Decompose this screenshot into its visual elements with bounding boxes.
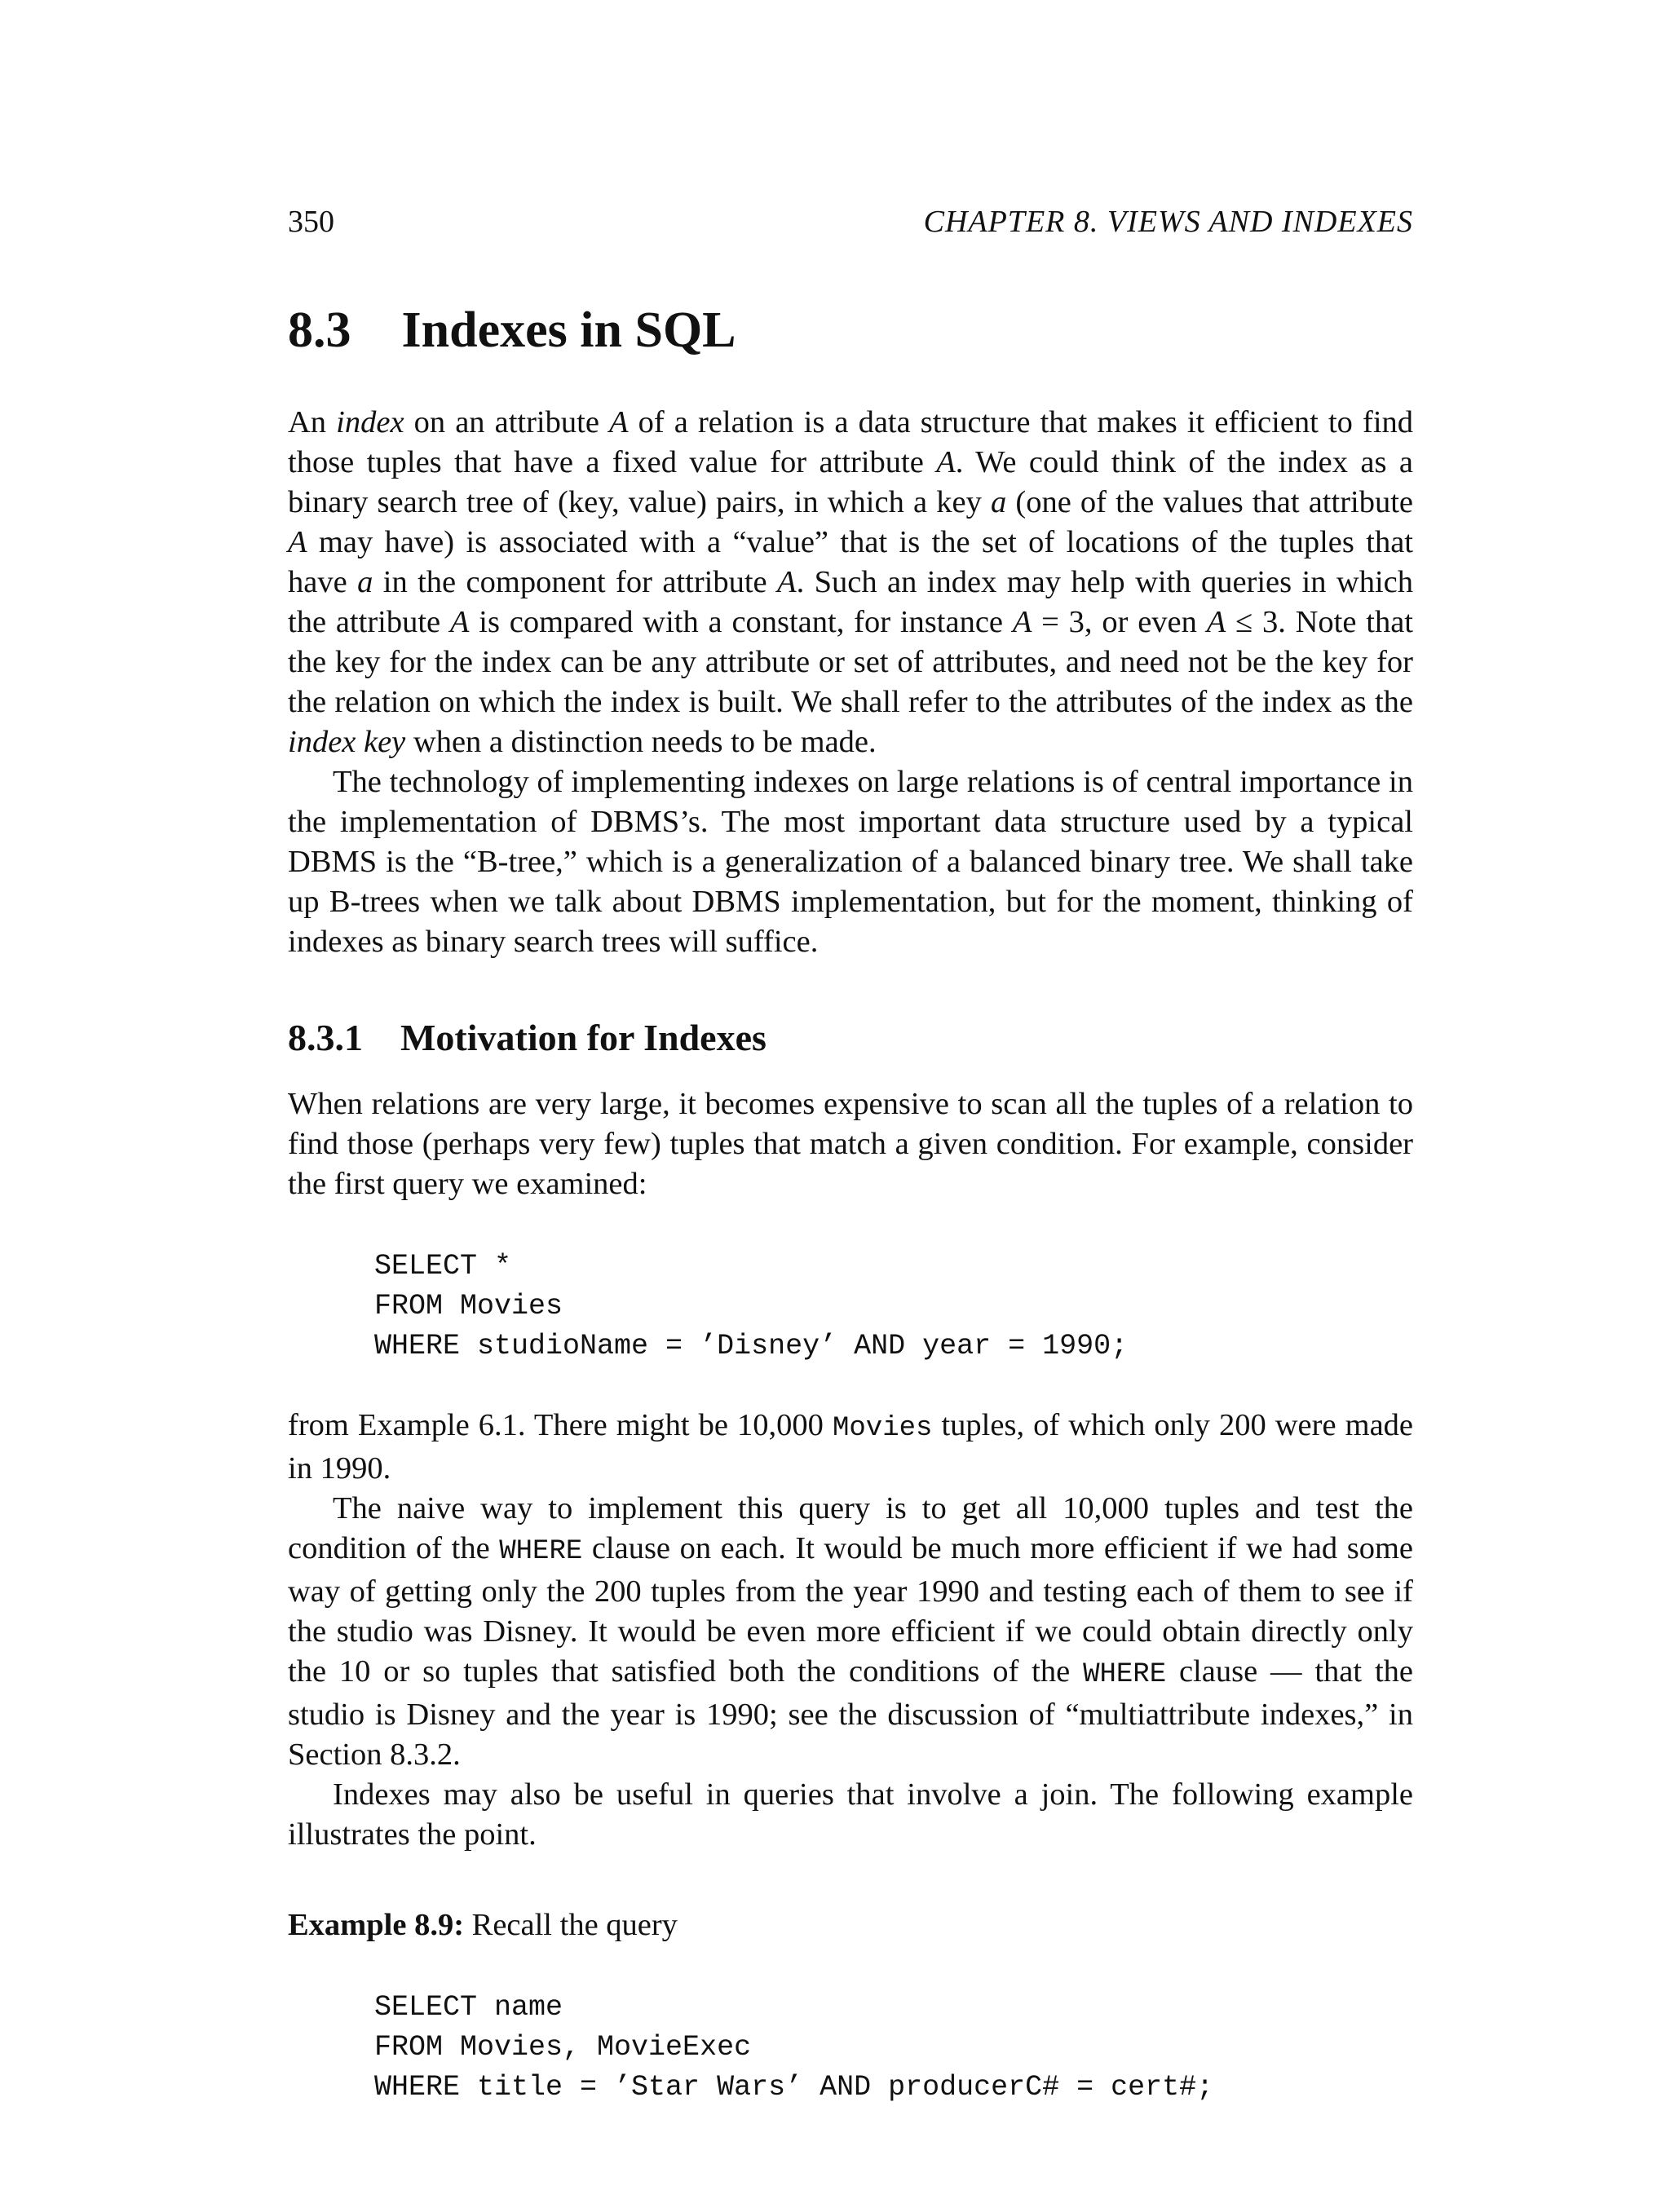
motivation-paragraph: When relations are very large, it becomes expensive to scan all the tuples of a relation to find those (perhaps very few) tuples that match a given condition. For example, consider the first query we examined:	[288, 1087, 1413, 1201]
text-span: The naive way to implement this query is to get all 10,000 tuples and test the condition of the	[288, 1491, 1413, 1565]
running-header	[288, 204, 1413, 240]
math-var: A	[1012, 605, 1032, 639]
text-span: from Example 6.1. There might be 10,000	[288, 1408, 833, 1442]
math-var: A	[609, 405, 629, 439]
chapter-title: CHAPTER 8. VIEWS AND INDEXES	[923, 205, 1413, 239]
example-ref-paragraph	[288, 1406, 1413, 1489]
term-index-key: index key	[288, 725, 406, 759]
text-span: of a relation is a data structure that makes it efficient to find those tuples that have a fixed value for attribute	[288, 405, 1414, 479]
math-var: a	[357, 565, 373, 599]
math-var: A	[1206, 605, 1226, 639]
subsection-number: 8.3.1	[288, 1017, 363, 1058]
subsection-heading	[288, 1019, 1413, 1057]
naive-paragraph	[288, 1489, 1413, 1775]
math-var: A	[936, 445, 956, 479]
inline-code: Movies	[833, 1413, 933, 1444]
math-var: a	[990, 485, 1007, 519]
document-page	[288, 196, 1413, 2147]
math-var: A	[449, 605, 470, 639]
sql-code-block-1: SELECT * FROM Movies WHERE studioName = ’Disney’ AND year = 1990;	[374, 1250, 1129, 1362]
text-span: tuples, of which only 200 were made in 1990.	[288, 1408, 1413, 1486]
text-span: on an attribute	[404, 405, 610, 439]
term-index: index	[336, 405, 404, 439]
page-number: 350	[288, 205, 334, 239]
subsection-title: Motivation for Indexes	[400, 1017, 767, 1058]
intro-paragraph	[288, 403, 1413, 762]
text-span: An	[288, 405, 337, 439]
inline-code: WHERE	[499, 1536, 583, 1567]
sql-code-block-2: SELECT name FROM Movies, MovieExec WHERE title = ’Star Wars’ AND producerC# = cert#;	[374, 1991, 1214, 2104]
text-span: may have) is associated with a “value” that is the set of locations of the tuples that have	[288, 525, 1413, 599]
section-number: 8.3	[288, 302, 351, 358]
text-span: when a distinction needs to be made.	[405, 725, 877, 759]
btree-paragraph: The technology of implementing indexes on large relations is of central importance in the implementation of DBMS’s. The most important data structure used by a typical DBMS is the “B-tree,” which is a generalization of a balanced binary tree. We shall take up B-trees when we talk about DBMS implementation, but for the moment, thinking of indexes as binary search trees will suffice.	[288, 765, 1413, 959]
text-span: clause — that the studio is Disney and the year is 1990; see the discussion of “multiattribute indexes,” in Section 8.3.2.	[288, 1654, 1413, 1772]
section-title: Indexes in SQL	[401, 302, 736, 358]
text-span: . Such an index may help with queries in which the attribute	[288, 565, 1413, 639]
text-span: is compared with a constant, for instance	[469, 605, 1013, 639]
section-heading	[288, 302, 1413, 358]
math-var: A	[777, 565, 797, 599]
example-paragraph	[288, 1905, 1413, 1945]
text-span: (one of the values that attribute	[1006, 485, 1413, 519]
example-label: Example 8.9:	[288, 1908, 465, 1942]
math-var: A	[288, 525, 307, 559]
text-span: clause on each. It would be much more efficient if we had some way of getting only the 200 tuples from the year 1990 and testing each of them to see if the studio was Disney. It would be even more efficient if we could obtain directly only the 10 or so tuples that satisfied both the conditions of the	[288, 1531, 1413, 1689]
example-text: Recall the query	[464, 1908, 678, 1942]
text-span: ≤ 3. Note that the key for the index can be any attribute or set of attributes, and need not be the key for the relation on which the index is built. We shall refer to the attributes of the index as the	[288, 605, 1413, 719]
text-span: in the component for attribute	[373, 565, 778, 599]
text-span: = 3, or even	[1032, 605, 1207, 639]
inline-code: WHERE	[1083, 1659, 1167, 1690]
text-span: . We could think of the index as a binary search tree of (key, value) pairs, in which a key	[288, 445, 1413, 519]
join-paragraph: Indexes may also be useful in queries that involve a join. The following example illustrates the point.	[288, 1777, 1413, 1852]
